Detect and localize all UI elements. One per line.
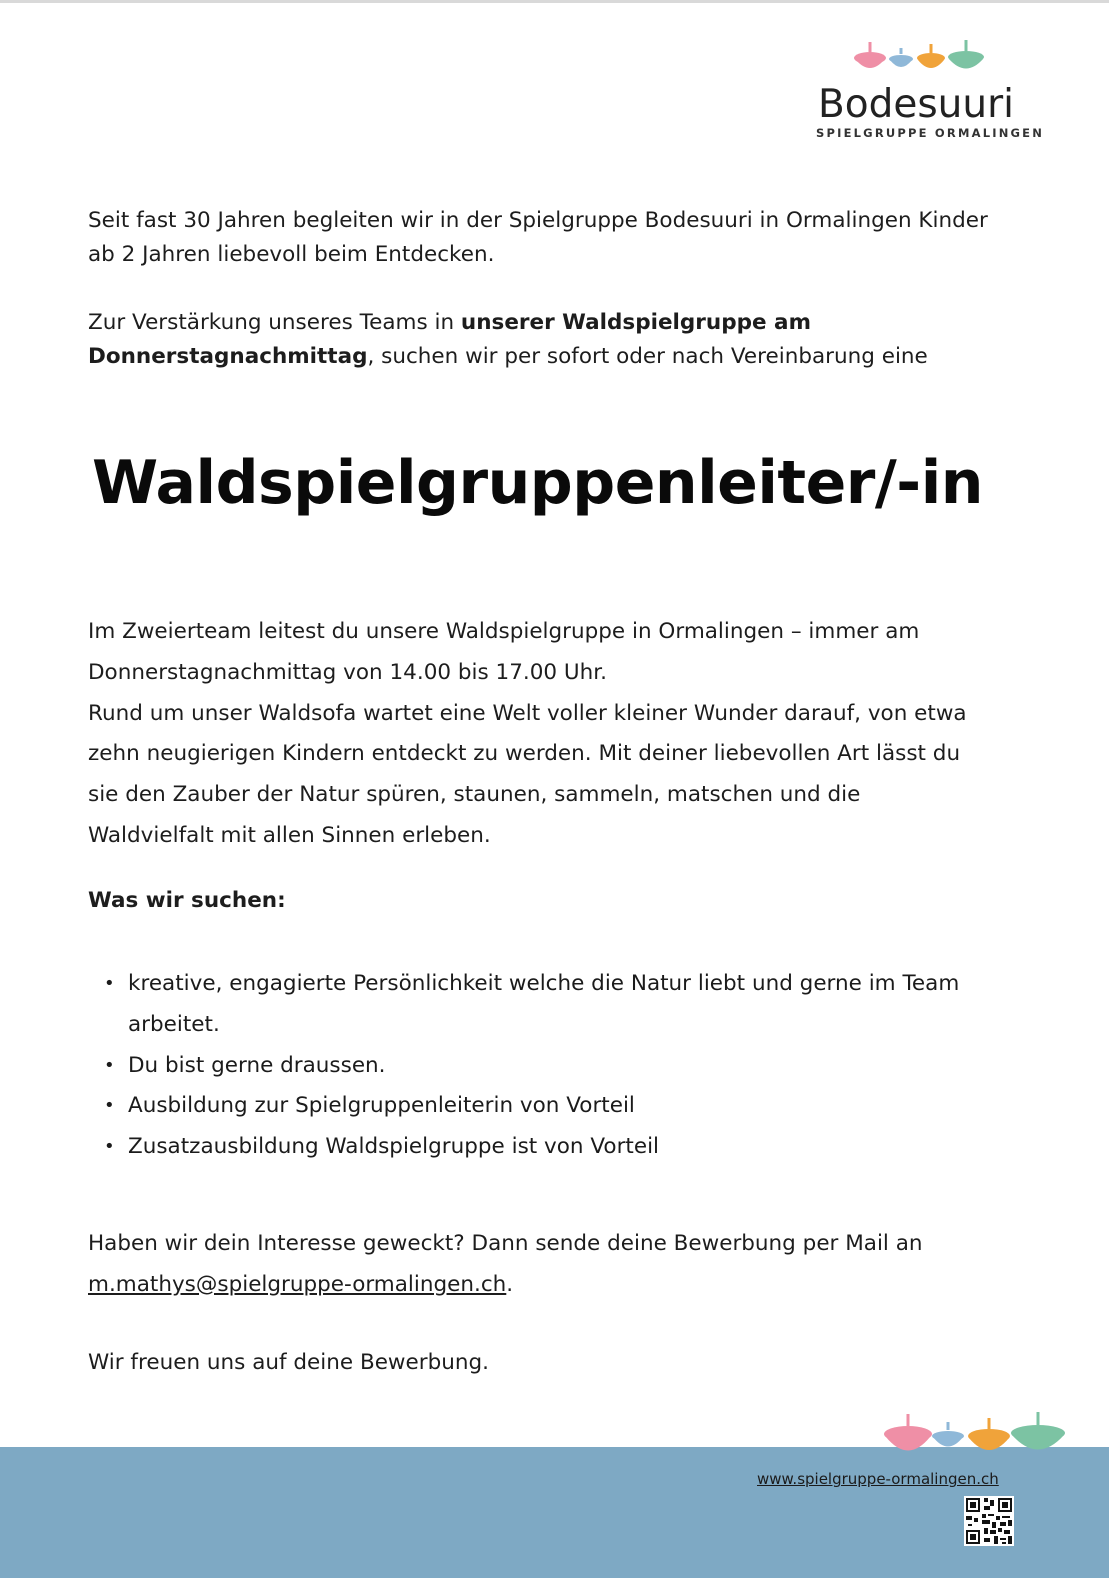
list-item: • Du bist gerne draussen. [128, 1046, 988, 1087]
qr-code-icon[interactable] [964, 1496, 1014, 1546]
application-paragraph [88, 1224, 988, 1306]
logo-tagline: SPIELGRUPPE ORMALINGEN [816, 126, 1045, 140]
email-link[interactable]: m.mathys@spielgruppe-ormalingen.ch [88, 1271, 507, 1297]
description [88, 612, 988, 857]
footer-band [0, 1447, 1109, 1578]
team-text-start: Zur Verstärkung unseres Teams in [88, 310, 461, 335]
job-title: Waldspielgruppenleiter/-in [92, 448, 983, 518]
description-paragraph-2: Rund um unser Waldsofa wartet eine Welt voller kleiner Wunder darauf, von etwa zehn neugierigen Kindern entdeckt zu werden. Mit deiner liebevollen Art lässt du sie den Zauber der Natur spüren, staunen, sammeln, matschen und die Waldvielfalt mit allen Sinnen erleben. [88, 700, 967, 848]
list-item: • Ausbildung zur Spielgruppenleiterin von Vorteil [128, 1086, 988, 1127]
list-item: • Zusatzausbildung Waldspielgruppe ist von Vorteil [128, 1127, 988, 1168]
spinning-tops-footer-icon [884, 1410, 1066, 1466]
team-text-bold: unserer Waldspielgruppe am Donnerstagnachmittag [88, 310, 811, 369]
website-link[interactable]: www.spielgruppe-ormalingen.ch [757, 1470, 999, 1488]
bodesuuri-logo [810, 40, 1050, 150]
list-item: • kreative, engagierte Persönlichkeit welche die Natur liebt und gerne im Team arbeitet. [128, 964, 988, 1046]
logo-brand-name: Bodesuuri [818, 82, 1014, 127]
application-text: Haben wir dein Interesse geweckt? Dann sende deine Bewerbung per Mail an [88, 1231, 923, 1256]
team-text-end: , suchen wir per sofort oder nach Vereinbarung eine [367, 344, 928, 369]
requirements-title: Was wir suchen: [88, 888, 286, 913]
spinning-tops-icon [854, 40, 984, 80]
top-border [0, 0, 1109, 3]
application-info [88, 1224, 988, 1306]
intro-paragraph: Seit fast 30 Jahren begleiten wir in der Spielgruppe Bodesuuri in Ormalingen Kinder ab 2 Jahren liebevoll beim Entdecken. [88, 208, 988, 267]
team-paragraph [88, 306, 988, 374]
requirements-list [88, 964, 988, 1168]
closing-text: Wir freuen uns auf deine Bewerbung. [88, 1350, 489, 1375]
description-paragraph-1: Im Zweierteam leitest du unsere Waldspielgruppe in Ormalingen – immer am Donnerstagnachmittag von 14.00 bis 17.00 Uhr. [88, 619, 920, 685]
application-text-end: . [506, 1271, 514, 1297]
